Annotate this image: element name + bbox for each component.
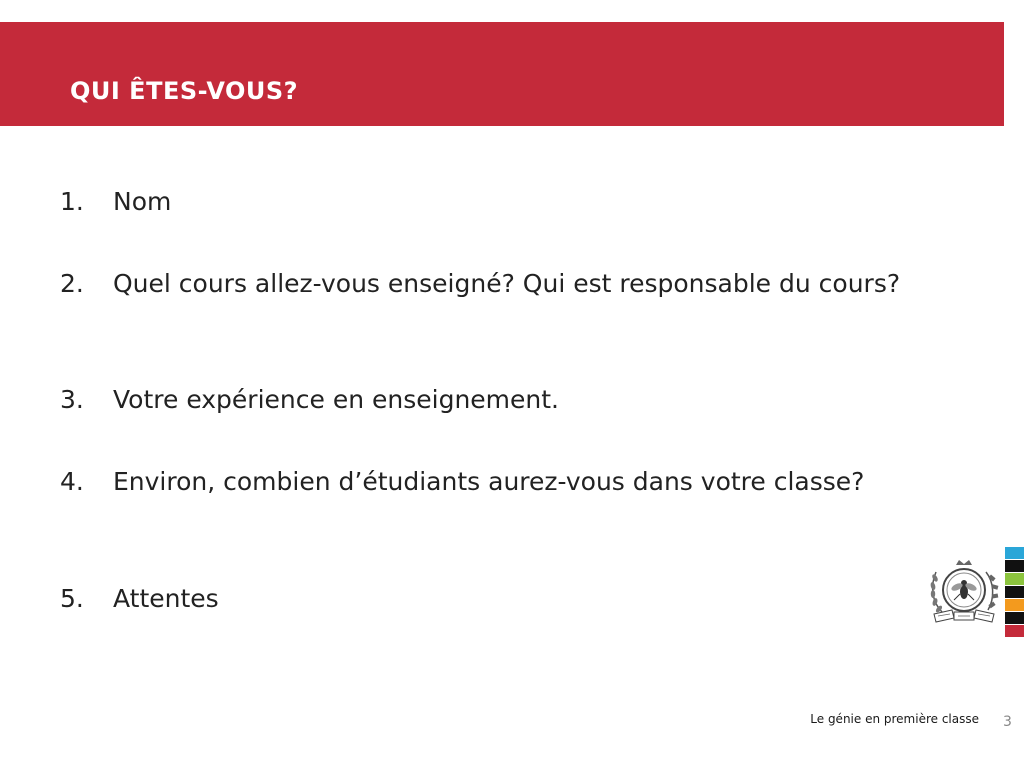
list-item [60,185,940,218]
color-stripe [1005,599,1024,611]
footer-tagline: Le génie en première classe [810,712,979,726]
color-stripes [1005,547,1024,638]
item-text: Quel cours allez-vous enseigné? Qui est responsable du cours? [113,269,901,298]
list-item [60,267,940,300]
item-number: 1. [60,187,84,216]
item-number: 4. [60,467,84,496]
item-text: Votre expérience en enseignement. [113,385,559,414]
color-stripe [1005,547,1024,559]
color-stripe [1005,612,1024,624]
slide-title: QUI ÊTES-VOUS? [70,77,299,105]
item-text: Nom [113,187,172,216]
seal-icon [928,552,1000,628]
university-seal-logo [928,552,1000,628]
item-number: 3. [60,385,84,414]
item-text: Environ, combien d’étudiants aurez-vous dans votre classe? [113,467,865,496]
header-band [0,22,1004,126]
item-number: 2. [60,269,84,298]
color-stripe [1005,586,1024,598]
page-number: 3 [1003,714,1012,730]
color-stripe [1005,560,1024,572]
list-item [60,582,940,615]
color-stripe [1005,573,1024,585]
list-item [60,383,940,416]
item-number: 5. [60,584,84,613]
item-text: Attentes [113,584,219,613]
color-stripe [1005,625,1024,637]
list-item [60,465,940,498]
